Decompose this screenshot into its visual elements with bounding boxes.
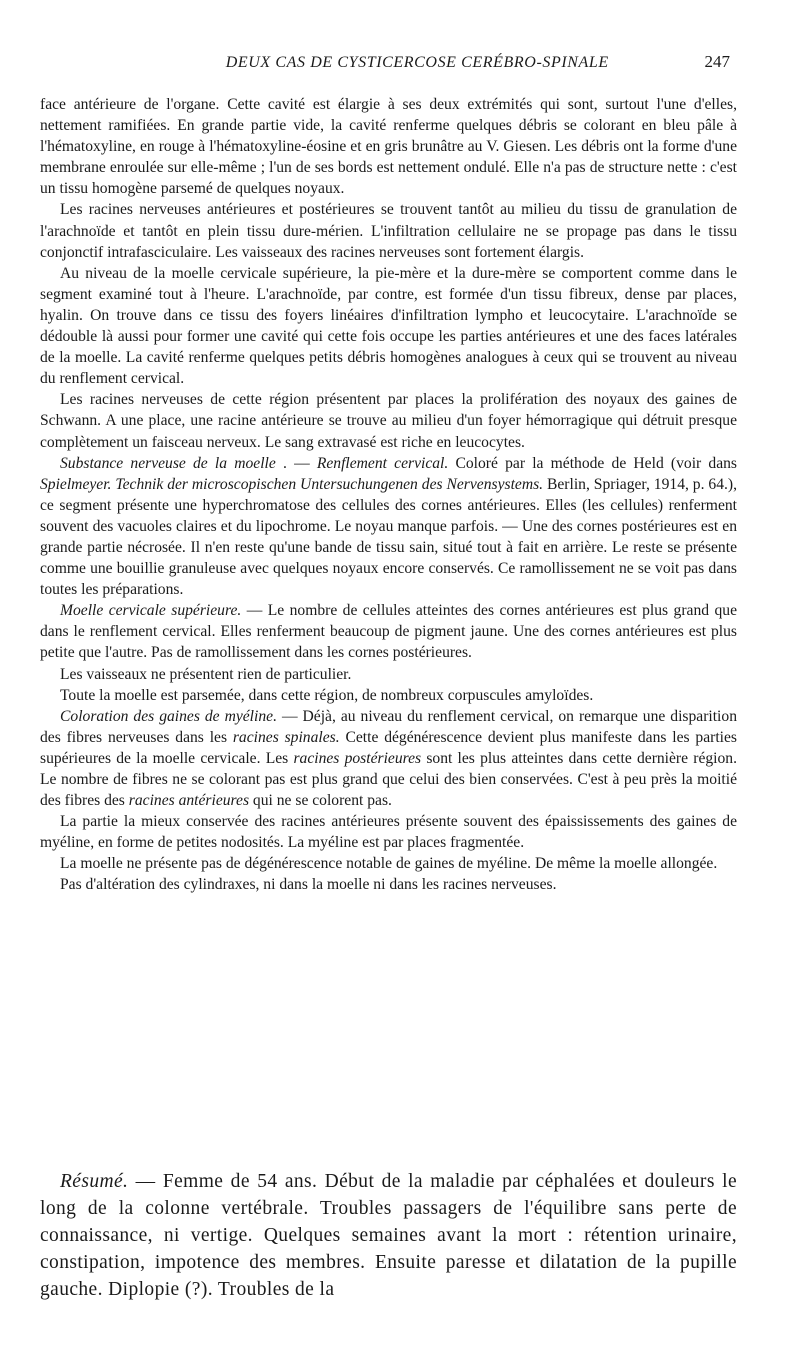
text-run: La moelle ne présente pas de dégénérescence notable de gaines de myéline. De même la moelle allongée. (60, 855, 718, 873)
text-run: . — (275, 454, 317, 472)
text-run: La partie la mieux conservée des racines antérieures présente souvent des épaississements des gaines de myéline, en forme de petites nodosités. La myéline est par places fragmentée. (40, 813, 737, 852)
text-run: Toute la moelle est parsemée, dans cette région, de nombreux corpuscules amyloïdes. (60, 686, 594, 704)
text-run: Les vaisseaux ne présentent rien de particulier. (60, 665, 352, 683)
paragraph (40, 263, 737, 390)
italic-run: racines postérieures (293, 749, 422, 767)
page-header (40, 52, 730, 72)
summary-text: — Femme de 54 ans. Début de la maladie par céphalées et douleurs le long de la colonne vertébrale. Troubles passagers de l'équilibre sans perte de connaissance, ni vertige. Quelques semaines avant la mort : rétention urinaire, constipation, impotence des membres. Ensuite paresse et dilatation de la pupille gauche. Diplopie (?). Troubles de la (40, 1170, 737, 1300)
paragraph (40, 706, 737, 811)
paragraph (40, 685, 737, 706)
text-run: Les racines nerveuses antérieures et postérieures se trouvent tantôt au milieu du tissu de granulation de l'arachnoïde et tantôt en plein tissu dure-mérien. L'infiltration cellulaire ne se propage pas dans le tissu conjonctif intrafasciculaire. Les vaisseaux des racines nerveuses sont fortement élargis. (40, 201, 737, 261)
text-run: sont les plus atteintes dans cette dernière région. Le nombre de fibres ne se colorant pas est plus grand que celui des bien conservées. C'est à peu près la moitié des fibres des (40, 749, 738, 810)
summary-paragraph (40, 1168, 737, 1303)
paragraph (40, 199, 737, 262)
text-run: Cette dégénérescence devient plus manifeste dans les parties supérieures de la moelle cervicale. Les (40, 728, 737, 767)
italic-run: Moelle cervicale supérieure. (60, 602, 242, 620)
summary-label: Résumé. (60, 1170, 129, 1192)
italic-run: racines spinales. (232, 728, 340, 746)
text-run: qui ne se colorent pas. (249, 792, 392, 810)
running-title: DEUX CAS DE CYSTICERCOSE CERÉBRO-SPINALE (225, 54, 609, 71)
paragraph (40, 94, 737, 199)
italic-run: racines antérieures (128, 792, 250, 810)
text-run: Au niveau de la moelle cervicale supérieure, la pie-mère et la dure-mère se comportent comme dans le segment examiné tout à l'heure. L'arachnoïde, par contre, est formée d'un tissu fibreux, dense par places, hyalin. On trouve dans ce tissu des foyers linéaires d'infiltration lympho et leucocytaire. L'arachnoïde se dédouble là aussi pour former une cavité qui cette fois occupe les parties antérieures et une des faces latérales de la moelle. La cavité renferme quelques petits débris homogènes analogues à ceux qui se trouvent au niveau du renflement cervical. (40, 264, 737, 388)
italic-run: Spielmeyer. Technik der microscopischen Untersuchungenen des Nervensystems. (40, 475, 544, 493)
text-run: Pas d'altération des cylindraxes, ni dans la moelle ni dans les racines nerveuses. (60, 876, 557, 894)
italic-run: Renflement cervical. (316, 454, 449, 472)
text-run: — Déjà, au niveau du renflement cervical, on remarque une disparition des fibres nerveuses dans les (40, 707, 737, 746)
italic-run: Coloration des gaines de myéline. (60, 707, 277, 725)
text-run: face antérieure de l'organe. Cette cavité est élargie à ses deux extrémités qui sont, surtout l'une d'elles, nettement ramifiées. En grande partie vide, la cavité renferme quelques débris se colorant en bleu pâle à l'hématoxyline, en rouge à l'hématoxyline-éosine et en gris brunâtre au V. Giesen. Les débris ont la forme d'une membrane enroulée sur elle-même ; l'un de ses bords est nettement ondulé. Elle n'a pas de structure nette : c'est un tissu homogène parsemé de quelques noyaux. (40, 96, 737, 198)
paragraph (40, 664, 737, 685)
paragraph (40, 853, 737, 874)
paragraph (40, 600, 737, 663)
paragraph (40, 811, 737, 853)
text-run: Les racines nerveuses de cette région présentent par places la prolifération des noyaux des gaines de Schwann. A une place, une racine antérieure se trouve au milieu d'un foyer hémorragique qui détruit presque complètement un faisceau nerveux. Le sang extravasé est riche en leucocytes. (40, 391, 737, 451)
text-run: Coloré par la méthode de Held (voir dans (448, 454, 737, 472)
paragraph (40, 874, 737, 895)
body-text (40, 94, 737, 896)
page-number: 247 (704, 52, 730, 71)
paragraph (40, 389, 737, 452)
text-run: Berlin, Spriager, 1914, p. 64.), ce segment présente une hyperchromatose des cellules des cornes antérieures. Elles (les cellules) renferment souvent des vacuoles claires et du lipochrome. Le noyau manque parfois. — Une des cornes postérieures est en grande partie nécrosée. Il n'en reste qu'une bande de tissu sain, situé tout à fait en arrière. Le reste se présente comme une bouillie granuleuse avec quelques noyaux encore conservés. Ce ramollissement ne se voit pas dans toutes les préparations. (40, 475, 738, 599)
italic-run: Substance nerveuse de la moelle (60, 454, 276, 472)
text-run: — Le nombre de cellules atteintes des cornes antérieures est plus grand que dans le renflement cervical. Elles renferment beaucoup de pigment jaune. Une des cornes antérieures est plus petite que l'autre. Pas de ramollissement dans les cornes postérieures. (40, 602, 737, 662)
paragraph (40, 453, 737, 601)
